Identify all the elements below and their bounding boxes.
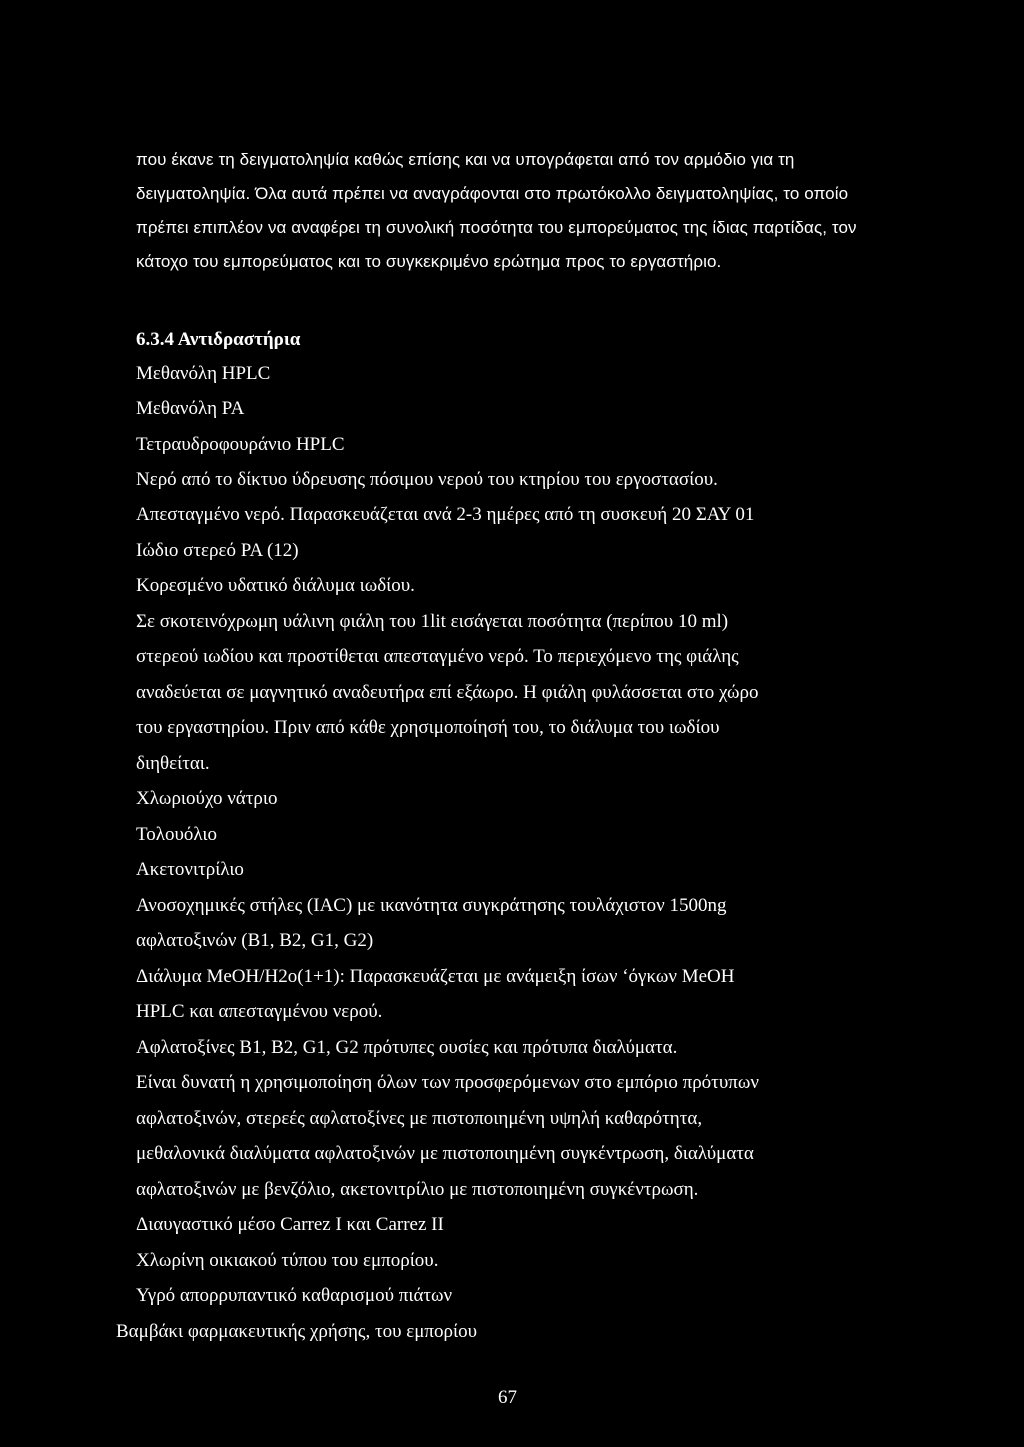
reagent-line-18: Διάλυμα MeOH/H2o(1+1): Παρασκευάζεται με ανάμειξη ίσων ‘όγκων MeOH: [136, 966, 735, 987]
reagent-line-15: Ακετονιτρίλιο: [136, 859, 244, 880]
reagent-line-20: Αφλατοξίνες B1, B2, G1, G2 πρότυπες ουσίες και πρότυπα διαλύματα.: [136, 1037, 678, 1058]
reagent-line-7: Κορεσμένο υδατικό διάλυμα ιωδίου.: [136, 575, 415, 596]
reagent-line-5: Απεσταγμένο νερό. Παρασκευάζεται ανά 2-3 ημέρες από τη συσκευή 20 ΣΑΥ 01: [136, 504, 755, 525]
reagent-line-28: Βαμβάκι φαρμακευτικής χρήσης, του εμπορίου: [116, 1321, 478, 1342]
reagent-line-4: Νερό από το δίκτυο ύδρευσης πόσιμου νερού του κτηρίου του εργοστασίου.: [136, 469, 718, 490]
reagent-line-2: Μεθανόλη PA: [136, 398, 245, 419]
reagent-line-13: Χλωριούχο νάτριο: [136, 788, 278, 809]
reagent-line-22: αφλατοξινών, στερεές αφλατοξίνες με πιστοποιημένη υψηλή καθαρότητα,: [136, 1108, 703, 1129]
reagent-line-19: HPLC και απεσταγμένου νερού.: [136, 1001, 383, 1022]
intro-line-1: που έκανε τη δειγματοληψία καθώς επίσης και να υπογράφεται από τον αρμόδιο για τη: [136, 150, 795, 169]
reagent-line-16: Ανοσοχημικές στήλες (IAC) με ικανότητα συγκράτησης τουλάχιστον 1500ng: [136, 895, 727, 916]
reagent-line-14: Τολουόλιο: [136, 824, 218, 845]
reagent-line-12: διηθείται.: [136, 753, 210, 774]
section-heading: 6.3.4 Αντιδραστήρια: [136, 329, 301, 350]
reagent-line-21: Είναι δυνατή η χρησιμοποίηση όλων των προσφερόμενων στο εμπόριο πρότυπων: [136, 1072, 759, 1093]
reagent-line-25: Διαυγαστικό μέσο Carrez I και Carrez II: [136, 1214, 444, 1235]
reagent-line-6: Ιώδιο στερεό PA (12): [136, 540, 299, 561]
intro-line-3: πρέπει επιπλέον να αναφέρει τη συνολική ποσότητα του εμπορεύματος της ίδιας παρτίδας, τον: [136, 218, 857, 237]
reagent-line-8: Σε σκοτεινόχρωμη υάλινη φιάλη του 1lit εισάγεται ποσότητα (περίπου 10 ml): [136, 611, 729, 632]
reagent-line-11: του εργαστηρίου. Πριν από κάθε χρησιμοποίησή του, το διάλυμα του ιωδίου: [136, 717, 720, 738]
reagent-line-9: στερεού ιωδίου και προστίθεται απεσταγμένο νερό. Το περιεχόμενο της φιάλης: [136, 646, 739, 667]
reagent-line-3: Τετραυδροφουράνιο HPLC: [136, 434, 345, 455]
reagent-line-26: Χλωρίνη οικιακού τύπου του εμπορίου.: [136, 1250, 439, 1271]
intro-line-4: κάτοχο του εμπορεύματος και το συγκεκριμένο ερώτημα προς το εργαστήριο.: [136, 252, 722, 271]
page-number: 67: [498, 1387, 517, 1408]
reagent-line-1: Μεθανόλη HPLC: [136, 363, 271, 384]
reagent-line-27: Υγρό απορρυπαντικό καθαρισμού πιάτων: [136, 1285, 453, 1306]
reagent-line-10: αναδεύεται σε μαγνητικό αναδευτήρα επί εξάωρο. Η φιάλη φυλάσσεται στο χώρο: [136, 682, 759, 703]
reagent-line-23: μεθαλονικά διαλύματα αφλατοξινών με πιστοποιημένη συγκέντρωση, διαλύματα: [136, 1143, 754, 1164]
reagent-line-17: αφλατοξινών (B1, B2, G1, G2): [136, 930, 374, 951]
intro-line-2: δειγματοληψία. Όλα αυτά πρέπει να αναγράφονται στο πρωτόκολλο δειγματοληψίας, το οποίο: [136, 184, 849, 203]
reagent-line-24: αφλατοξινών με βενζόλιο, ακετονιτρίλιο με πιστοποιημένη συγκέντρωση.: [136, 1179, 699, 1200]
